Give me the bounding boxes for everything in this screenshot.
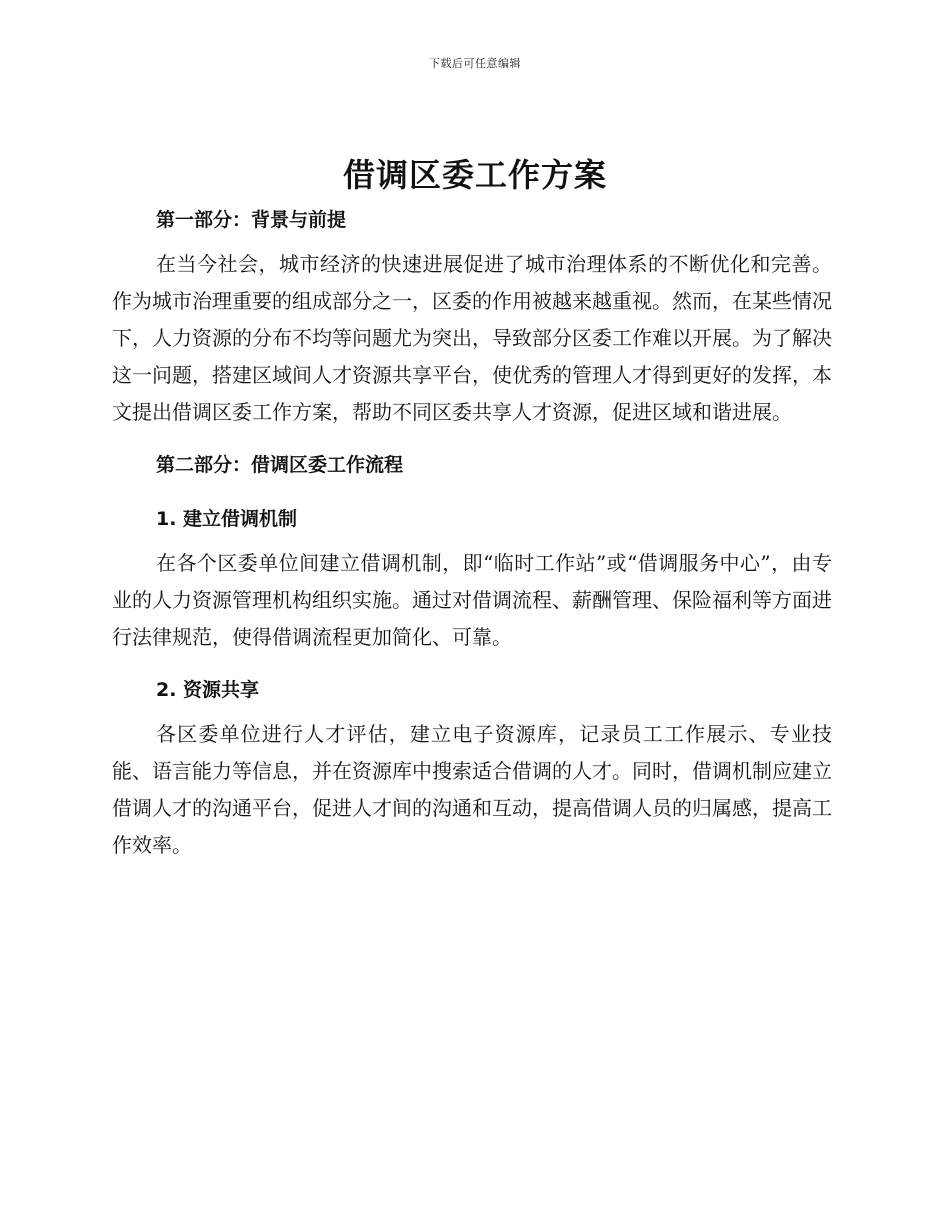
paragraph-background: 在当今社会，城市经济的快速进展促进了城市治理体系的不断优化和完善。作为城市治理重要的组成部分之一，区委的作用被越来越重视。然而，在某些情况下，人力资源的分布不均等问题尤为突出，导致部分区委工作难以开展。为了解决这一问题，搭建区域间人才资源共享平台，使优秀的管理人才得到更好的发挥，本文提出借调区委工作方案，帮助不同区委共享人才资源，促进区域和谐进展。 [112, 252, 832, 424]
paragraph-mechanism: 在各个区委单位间建立借调机制，即“临时工作站”或“借调服务中心”，由专业的人力资源管理机构组织实施。通过对借调流程、薪酬管理、保险福利等方面进行法律规范，使得借调流程更加简化、可靠。 [112, 551, 832, 649]
paragraph-resource-sharing: 各区委单位进行人才评估，建立电子资源库，记录员工工作展示、专业技能、语言能力等信息，并在资源库中搜索适合借调的人才。同时，借调机制应建立借调人才的沟通平台，促进人才间的沟通和互动，提高借调人员的归属感，提高工作效率。 [112, 722, 832, 857]
document-title: 借调区委工作方案 [342, 156, 607, 194]
spacer [112, 656, 832, 670]
subsection-heading-mechanism: 1. 建立借调机制 [156, 508, 298, 530]
spacer [112, 431, 832, 445]
section-heading-background: 第一部分：背景与前提 [156, 209, 347, 231]
page-header-note: 下载后可任意编辑 [429, 57, 521, 70]
document-body [112, 200, 832, 864]
subsection-heading-resource-sharing: 2. 资源共享 [156, 679, 260, 701]
spacer [112, 485, 832, 499]
section-heading-process: 第二部分：借调区委工作流程 [156, 454, 404, 476]
